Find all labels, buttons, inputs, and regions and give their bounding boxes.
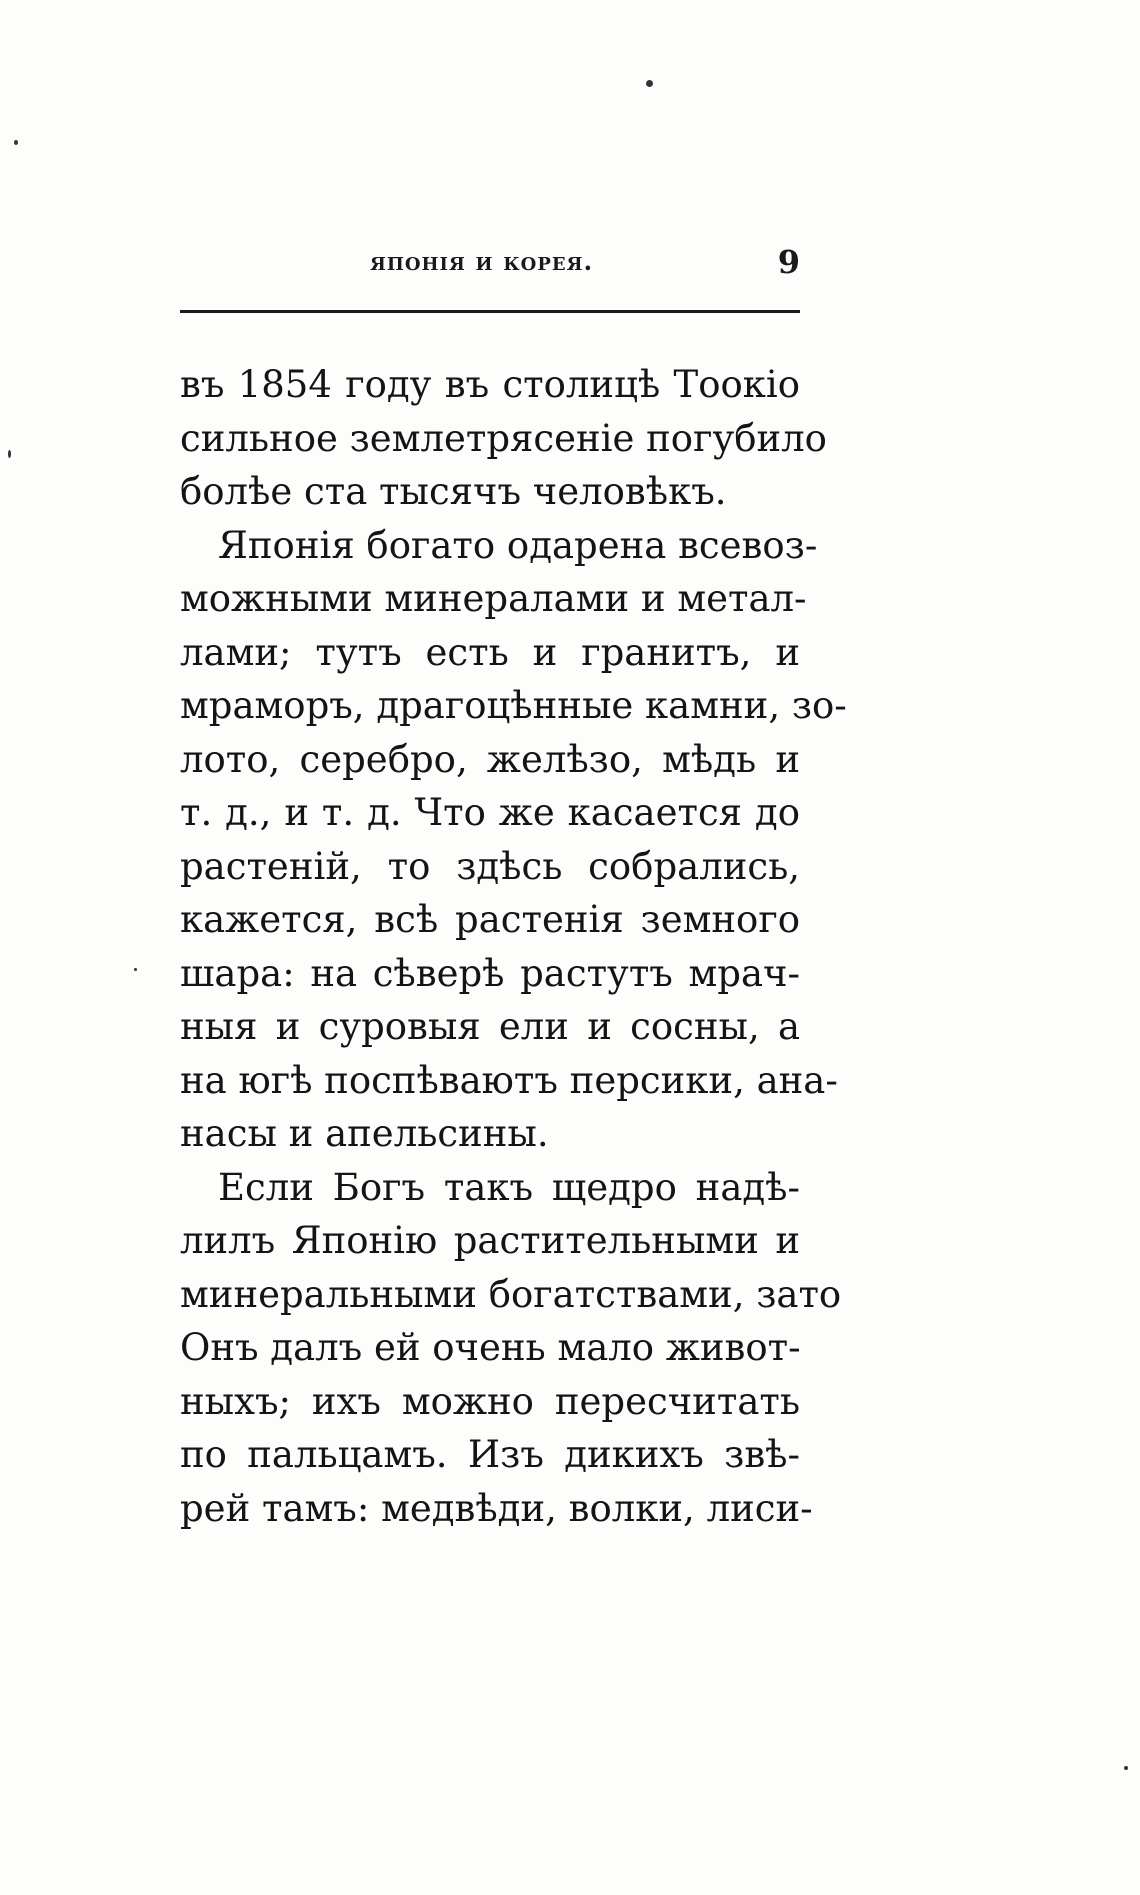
text-line: рей тамъ: медвѣди, волки, лиси- [180,1486,813,1530]
text-line: по пальцамъ. Изъ дикихъ звѣ- [180,1433,800,1476]
text-line: растеній, то здѣсь собрались, [180,844,800,888]
text-line: лото, серебро, желѣзо, мѣдь и [180,737,800,781]
text-line: шара: на сѣверѣ растутъ мрач- [180,951,800,995]
scan-speck [1124,1766,1128,1770]
page-header [180,245,800,285]
text-line: Японія богато одарена всевоз- [218,523,818,567]
text-line: минеральными богатствами, зато [180,1272,842,1316]
text-line: лами; тутъ есть и гранитъ, и [180,630,800,674]
text-line: Онъ далъ ей очень мало живот- [180,1326,801,1369]
scan-speck [8,450,11,458]
header-rule [180,310,800,313]
body-text [180,358,847,1535]
text-line: Если Богъ такъ щедро надѣ- [218,1165,800,1209]
text-line: сильное землетрясеніе погубило [180,416,827,460]
text-line: мраморъ, драгоцѣнные камни, зо- [180,684,847,727]
text-line: насы и апельсины. [180,1112,549,1155]
text-line: т. д., и т. д. Что же касается до [180,791,800,834]
scan-speck [646,80,653,87]
running-head: японія и корея. [370,247,594,276]
text-line: ныхъ; ихъ можно пересчитать [180,1379,800,1423]
text-line: ныя и суровыя ели и сосны, а [180,1005,800,1048]
page-number: 9 [777,243,800,281]
text-line: на югѣ поспѣваютъ персики, ана- [180,1058,838,1102]
text-line: лилъ Японію растительными и [180,1219,800,1262]
text-line: можными минералами и метал- [180,577,807,620]
scan-speck [134,968,137,971]
scan-speck [14,140,18,145]
text-line: кажется, всѣ растенія земного [180,898,800,941]
text-line: болѣе ста тысячъ человѣкъ. [180,470,727,513]
text-line: въ 1854 году въ столицѣ Тоокіо [180,363,800,406]
